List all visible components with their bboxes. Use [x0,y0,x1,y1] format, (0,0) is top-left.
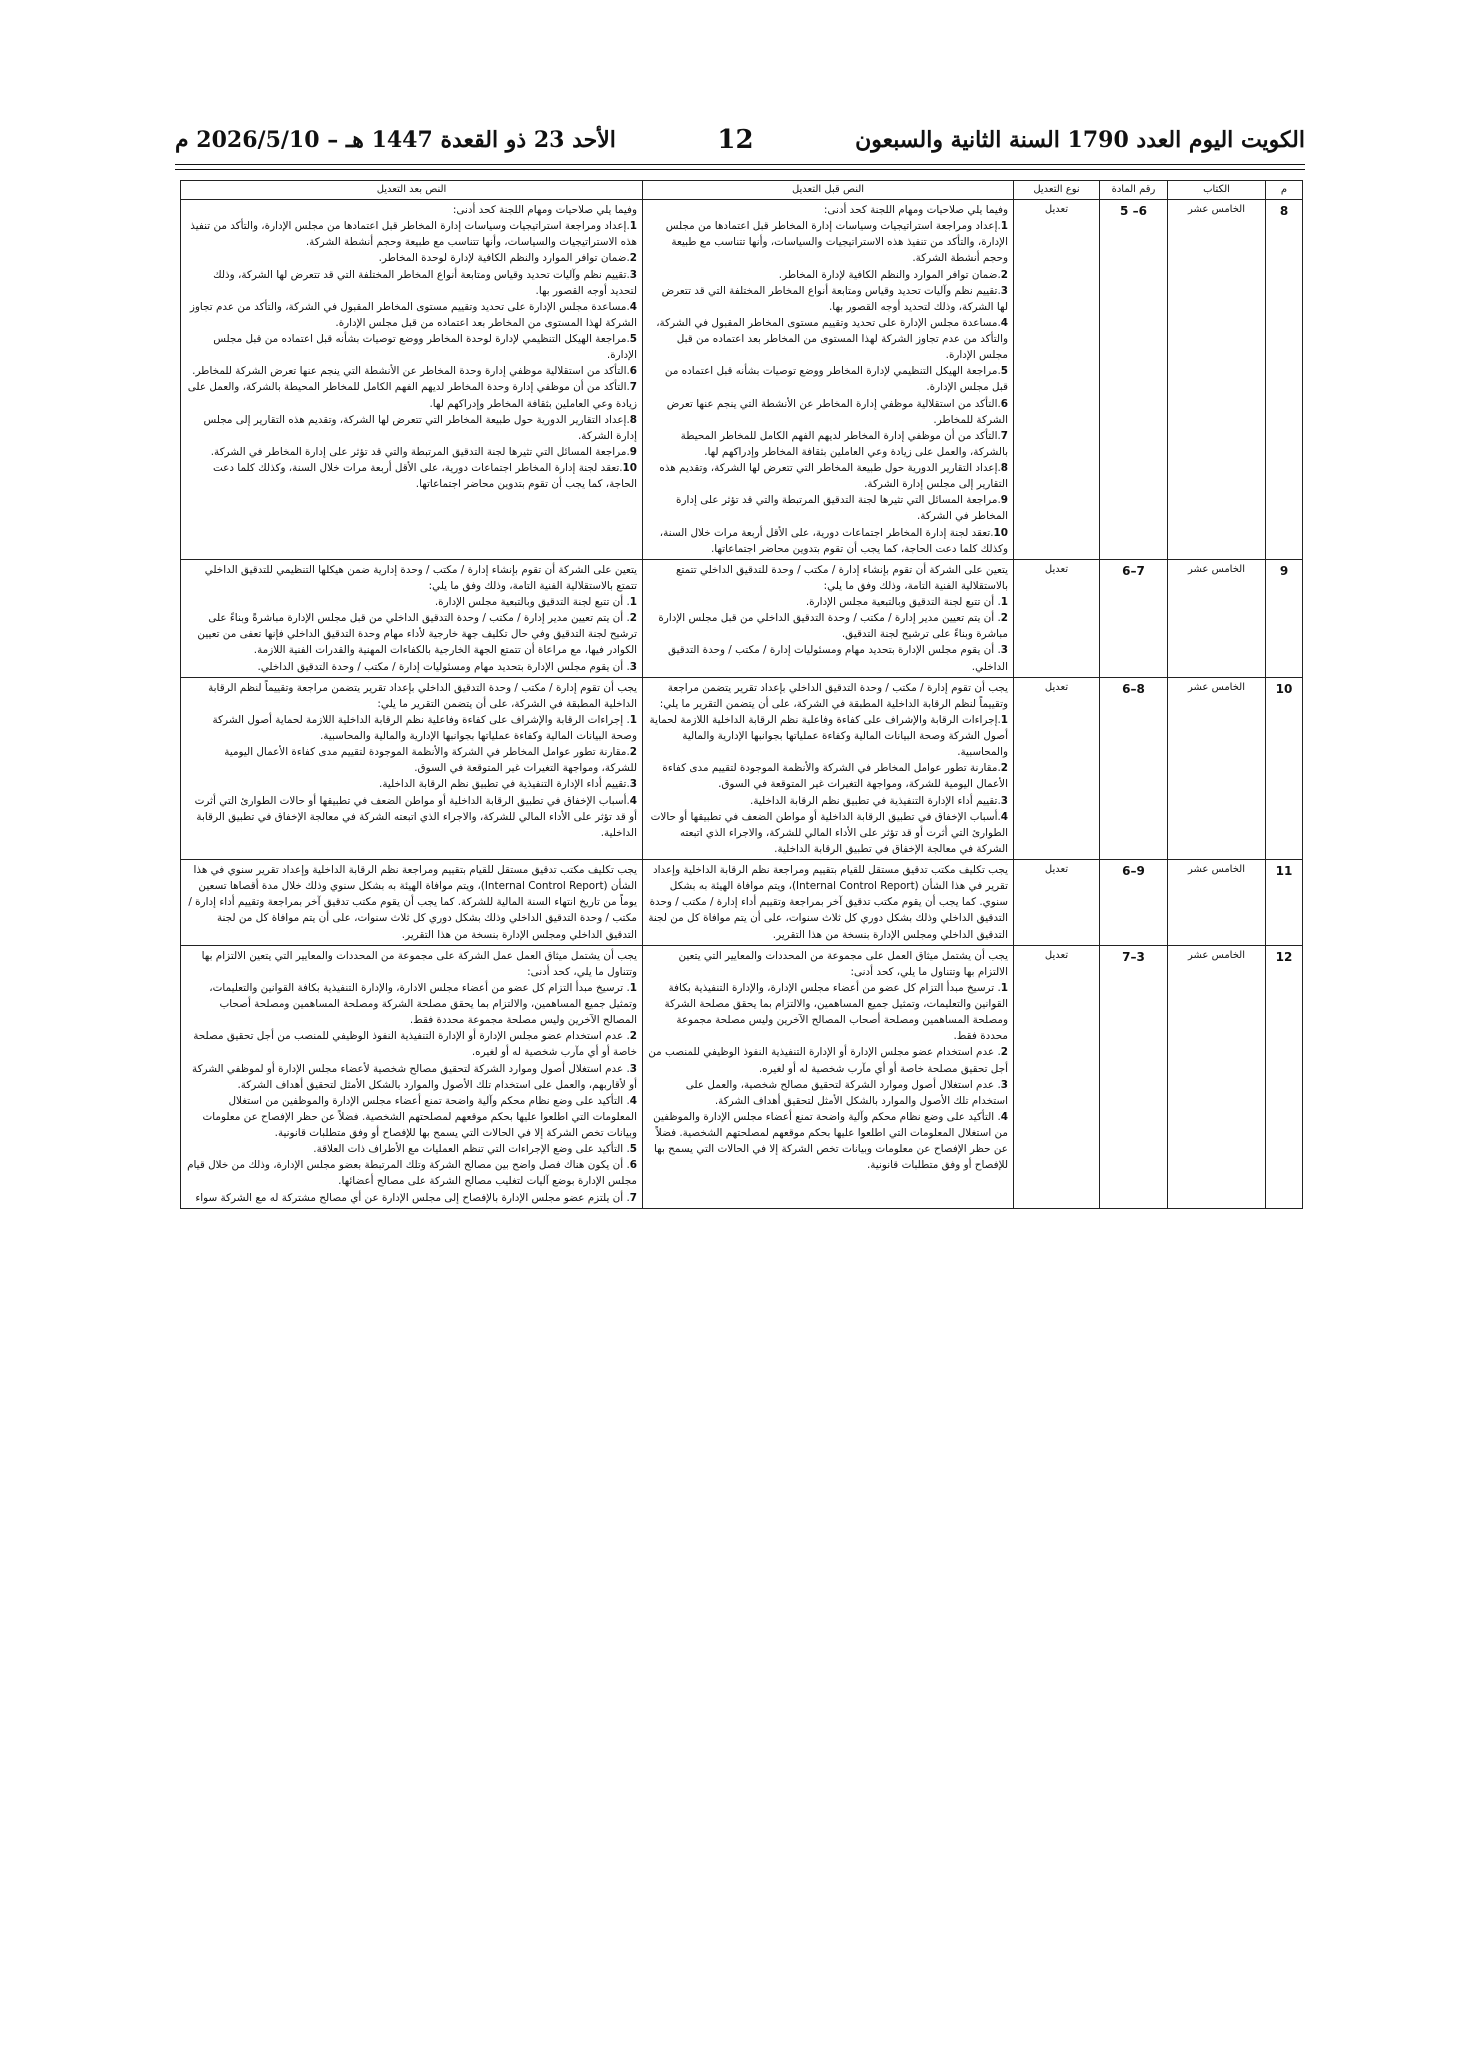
clause-intro: يجب أن تقوم إدارة / مكتب / وحدة التدقيق الداخلي بإعداد تقرير يتضمن مراجعة وتقييماً لنظم الرقابة الداخلية المطبقة في الشركة، على أن يتضمن التقرير ما يلي: [208,681,637,710]
clause-number: 3 [1000,1078,1008,1091]
clause-number: 3 [1000,284,1008,297]
book-cell: الخامس عشر [1168,677,1266,859]
clause-item [186,1157,637,1189]
gazette-title: الكويت اليوم العدد 1790 السنة الثانية والسبعون [855,127,1305,153]
clause-text: . عدم استخدام عضو مجلس الإدارة أو الإدارة التنفيذية النفوذ الوظيفي للمنصب من أجل تحقيق مصلحة خاصة أو أي مآرب شخصية له أو لغيره. [648,1046,1008,1075]
issue-date: الأحد 23 ذو القعدة 1447 هـ – 2026/5/10 م [175,127,616,153]
clause-number: 1 [629,220,637,233]
col-header-before: النص قبل التعديل [643,181,1014,200]
clause-item [186,267,637,299]
clause-item [186,412,637,444]
clause-item [186,594,637,610]
clause-item [648,980,1008,1045]
clause-list [648,712,1008,857]
clause-item [186,363,637,379]
clause-item [648,610,1008,642]
clause-text: .مراجعة المسائل التي تثيرها لجنة التدقيق المرتبطة والتي قد تؤثر على إدارة المخاطر في الشركة. [676,494,1008,523]
article-number: 7–3 [1100,945,1168,1208]
table-header-row [181,181,1303,200]
row-number: 12 [1266,945,1303,1208]
amendment-type: تعديل [1014,860,1100,946]
col-header-book: الكتاب [1168,181,1266,200]
clause-number: 7 [629,381,637,394]
text-before-cell [643,677,1014,859]
clause-number: 9 [1000,494,1008,507]
clause-item [186,744,637,776]
clause-item [186,1190,637,1206]
clause-number: 2 [629,252,637,265]
page-header [175,120,1305,160]
clause-number: 2 [1000,762,1008,775]
col-header-type: نوع التعديل [1014,181,1100,200]
table-body [181,200,1303,1209]
clause-text: .مساعدة مجلس الإدارة على تحديد وتقييم مستوى المخاطر المقبول في الشركة، والتأكد من عدم تجاوز الشركة لهذا المستوى من المخاطر بعد اعتماده من قبل مجلس الإدارة. [189,300,637,329]
clause-number: 2 [1000,612,1008,625]
clause-text: .مراجعة الهيكل التنظيمي لإدارة المخاطر ووضع توصيات بشأنه قبل اعتماده من قبل مجلس الإدارة. [664,365,1008,394]
clause-number: 3 [629,778,637,791]
clause-item [648,460,1008,492]
clause-number: 1 [1000,220,1008,233]
clause-item [648,267,1008,283]
clause-item [648,1044,1008,1076]
clause-item [186,1028,637,1060]
clause-number: 7 [629,1191,637,1204]
clause-item [186,218,637,250]
clause-intro: يجب تكليف مكتب تدقيق مستقل للقيام بتقييم ومراجعة نظم الرقابة الداخلية وإعداد تقرير في هذا الشأن (Internal Control Report)، ويتم موافاة الهيئة به بشكل سنوي. كما يجب أن يقوم مكتب تدقيق آخر بمراجعة وتقييم أداء إدارة / مكتب / وحدة التدقيق الداخلي وذلك بشكل دوري كل ثلاث سنوات، على أن يتم موافاة كل من لجنة التدقيق الداخلي ومجلس الإدارة بنسخة من هذا التقرير. [648,864,1008,941]
clause-text: .أسباب الإخفاق في تطبيق الرقابة الداخلية أو مواطن الضعف في تطبيقها أو حالات الطوارئ التي أثرت أو قد تؤثر على الأداء المالي للشركة، والاجراء الذي اتبعته الشركة في معالجة الإخفاق في تطبيق الرقابة الداخلية. [194,794,637,839]
article-number: 6–8 [1100,677,1168,859]
clause-text: .تقييم أداء الإدارة التنفيذية في تطبيق نظم الرقابة الداخلية. [379,778,630,791]
clause-number: 1 [1000,981,1008,994]
clause-item [186,1093,637,1141]
clause-text: .التأكد من استقلالية موظفي إدارة المخاطر عن الأنشطة التي ينجم عنها تعرض الشركة للمخاطر. [666,397,1008,426]
clause-text: .إعداد ومراجعة استراتيجيات وسياسات إدارة المخاطر قبل اعتمادها من مجلس الإدارة، والتأكد من تنفيذ هذه الاستراتيجيات والسياسات، وأنها تتناسب مع طبيعة وحجم أنشطة الشركة. [190,220,637,249]
article-number: 6–9 [1100,860,1168,946]
clause-item [186,1061,637,1093]
clause-intro: وفيما يلي صلاحيات ومهام اللجنة كحد أدنى: [823,204,1008,216]
clause-number: 1 [629,713,637,726]
clause-number: 4 [629,794,637,807]
clause-text: .إعداد التقارير الدورية حول طبيعة المخاطر التي تتعرض لها الشركة، وتقديم هذه التقارير إلى مجلس إدارة الشركة. [659,462,1008,491]
amendment-type: تعديل [1014,200,1100,560]
clause-list [186,980,637,1206]
clause-number: 2 [629,612,637,625]
page-number: 12 [717,125,754,155]
text-before-cell [643,860,1014,946]
clause-number: 1 [629,981,637,994]
clause-text: . عدم استخدام عضو مجلس الإدارة أو الإدارة التنفيذية النفوذ الوظيفي للمنصب من أجل تحقيق مصلحة خاصة أو أي مآرب شخصية له أو لغيره. [193,1030,637,1059]
amendments-table [180,180,1303,1209]
col-header-no: م [1266,181,1303,200]
clause-list [648,594,1008,675]
clause-number: 9 [629,445,637,458]
clause-text: . عدم استغلال أصول وموارد الشركة لتحقيق مصالح شخصية، والعمل على استخدام تلك الأصول والموارد بالشكل الأمثل لتحقيق أهداف الشركة. [685,1078,1008,1107]
clause-item [186,776,637,792]
clause-intro: يجب تكليف مكتب تدقيق مستقل للقيام بتقييم ومراجعة نظم الرقابة الداخلية وإعداد تقرير سنوي في هذا الشأن (Internal Control Report)، ويتم موافاة الهيئة به بشكل سنوي وذلك خلال مدة أقصاها تسعين يوماً من تاريخ انتهاء السنة المالية للشركة. كما يجب أن يقوم مكتب تدقيق آخر بمراجعة وتقييم أداء إدارة / مكتب / وحدة التدقيق الداخلي وذلك بشكل دوري كل ثلاث سنوات، على أن يتم موافاة كل من لجنة التدقيق الداخلي ومجلس الإدارة بنسخة من هذا التقرير. [188,864,637,941]
clause-item [186,1141,637,1157]
clause-list [186,712,637,841]
clause-text: . التأكيد على وضع نظام محكم وآلية واضحة تمنع أعضاء مجلس الإدارة والموظفين من استغلال المعلومات التي اطلعوا عليها بحكم موقعهم لمصلحتهم الشخصية. فضلاً عن حظر الإفصاح عن معلومات وبيانات تخص الشركة إلا في الحالات التي يسمح بها للإفصاح أو وفق متطلبات قانونية. [653,1110,1008,1172]
clause-intro: يجب أن تقوم إدارة / مكتب / وحدة التدقيق الداخلي بإعداد تقرير يتضمن مراجعة وتقييماً لنظم الرقابة الداخلية المطبقة في الشركة، على أن يتضمن التقرير ما يلي: [659,681,1008,710]
row-number: 11 [1266,860,1303,946]
book-cell: الخامس عشر [1168,860,1266,946]
amendment-type: تعديل [1014,559,1100,677]
clause-number: 2 [1000,268,1008,281]
clause-item [648,525,1008,557]
table-row [181,677,1303,859]
table-row [181,559,1303,677]
clause-number: 10 [993,526,1008,539]
clause-number: 3 [629,268,637,281]
clause-intro: يجب أن يشتمل ميثاق العمل عمل الشركة على مجموعة من المحددات والمعايير التي يتعين الالتزام بها وتتناول ما يلي، كحد أدنى: [201,949,637,978]
clause-number: 2 [629,746,637,759]
clause-text: . أن يتم تعيين مدير إدارة / مكتب / وحدة التدقيق الداخلي من قبل مجلس الإدارة مباشرةً وبناءً على ترشيح لجنة التدقيق وفي حال تكليف جهة خارجية لأداء مهام وحدة التدقيق الداخلي فإنها تعفى من تعيين الكوادر فيها، مع مراعاة أن تتمتع الجهة الخارجية بالكفاءات المهنية والقدرات الفنية اللازمة. [197,612,637,657]
row-number: 8 [1266,200,1303,560]
clause-number: 4 [629,1094,637,1107]
clause-intro: يجب أن يشتمل ميثاق العمل على مجموعة من المحددات والمعايير التي يتعين الالتزام بها وتتناول ما يلي، كحد أدنى: [678,949,1008,978]
clause-text: . أن تتبع لجنة التدقيق وبالتبعية مجلس الإدارة. [805,596,1001,608]
clause-text: .التأكد من استقلالية موظفي إدارة وحدة المخاطر عن الأنشطة التي ينجم عنها تعرض الشركة للمخاطر. [192,365,630,378]
clause-number: 5 [1000,365,1008,378]
clause-list [186,594,637,675]
clause-text: .إعداد التقارير الدورية حول طبيعة المخاطر التي تتعرض لها الشركة، وتقديم هذه التقارير إلى مجلس إدارة الشركة. [203,413,637,442]
clause-item [648,594,1008,610]
clause-text: .تقييم نظم وآليات تحديد وقياس ومتابعة أنواع المخاطر المختلفة التي قد تتعرض لها الشركة، وذلك لتحديد أوجه القصور بها. [661,284,1008,313]
clause-text: .مقارنة تطور عوامل المخاطر في الشركة والأنظمة الموجودة لتقييم مدى كفاءة الأعمال اليومية للشركة، ومواجهة التغيرات غير المتوقعة في السوق. [662,762,1008,791]
clause-item [186,610,637,658]
clause-number: 3 [629,660,637,673]
clause-number: 4 [1000,810,1008,823]
clause-number: 3 [629,1062,637,1075]
text-after-cell [181,677,643,859]
clause-number: 10 [622,462,637,474]
clause-text: . عدم استغلال أصول وموارد الشركة لتحقيق مصالح شخصية لأعضاء مجلس الإدارة أو لموظفي الشركة أو لأقاربهم، والعمل على استخدام تلك الأصول والموارد بالشكل الأمثل لتحقيق أهداف الشركة. [192,1062,637,1091]
clause-item [648,712,1008,760]
clause-text: .مقارنة تطور عوامل المخاطر في الشركة والأنظمة الموجودة لتقييم مدى كفاءة الأعمال اليومية للشركة، ومواجهة التغيرات غير المتوقعة في السوق. [224,746,637,775]
clause-item [648,492,1008,524]
clause-intro: يتعين على الشركة أن تقوم بإنشاء إدارة / مكتب / وحدة إدارية ضمن هيكلها التنظيمي للتدقيق الداخلي تتمتع بالاستقلالية الفنية التامة، وذلك وفق ما يلي: [204,563,637,592]
clause-item [648,809,1008,857]
clause-item [186,379,637,411]
clause-item [186,460,637,492]
clause-text: .تعقد لجنة إدارة المخاطر اجتماعات دورية، على الأقل أربعة مرات خلال السنة، وكذلك كلما دعت الحاجة، كما يجب أن تقوم بتدوين محاضر اجتماعاتها. [212,462,637,491]
clause-item [186,712,637,744]
clause-item [648,428,1008,460]
clause-text: .التأكد من أن موظفي إدارة وحدة المخاطر لديهم الفهم الكامل للمخاطر المحيطة بالشركة، والعمل على زيادة وعي العاملين بثقافة المخاطر وإدراكهم لها. [187,381,637,410]
clause-number: 6 [1000,397,1008,410]
clause-text: .مساعدة مجلس الإدارة على تحديد وتقييم مستوى المخاطر المقبول في الشركة، والتأكد من عدم تجاوز الشركة لهذا المستوى من المخاطر بعد اعتماده من قبل مجلس الإدارة. [656,316,1008,362]
clause-text: .أسباب الإخفاق في تطبيق الرقابة الداخلية أو مواطن الضعف في تطبيقها أو حالات الطوارئ التي أثرت أو قد تؤثر على الأداء المالي للشركة، والاجراء الذي اتبعته الشركة في معالجة الإخفاق في تطبيق الرقابة الداخلية. [650,810,1008,855]
clause-intro: يتعين على الشركة أن تقوم بإنشاء إدارة / مكتب / وحدة للتدقيق الداخلي تتمتع بالاستقلالية الفنية التامة، وذلك وفق ما يلي: [675,563,1008,592]
header-rule-secondary [175,169,1305,170]
clause-number: 1 [1000,596,1008,608]
clause-number: 6 [629,365,637,378]
clause-item [186,793,637,841]
book-cell: الخامس عشر [1168,200,1266,560]
clause-item [648,1077,1008,1109]
clause-item [648,218,1008,266]
clause-text: . أن تتبع لجنة التدقيق وبالتبعية مجلس الإدارة. [434,596,630,608]
clause-number: 8 [629,413,637,426]
text-before-cell [643,945,1014,1208]
text-after-cell [181,945,643,1208]
article-number: 6–7 [1100,559,1168,677]
text-after-cell [181,860,643,946]
clause-text: .تقييم نظم وآليات تحديد وقياس ومتابعة أنواع المخاطر المختلفة التي قد تتعرض لها الشركة، وذلك لتحديد أوجه القصور بها. [213,268,637,297]
clause-item [648,1109,1008,1174]
clause-item [648,642,1008,674]
amendment-type: تعديل [1014,945,1100,1208]
clause-text: .ضمان توافر الموارد والنظم الكافية لإدارة المخاطر. [778,268,1001,281]
clause-item [648,363,1008,395]
row-number: 10 [1266,677,1303,859]
text-after-cell [181,559,643,677]
clause-number: 3 [1000,644,1008,657]
col-header-after: النص بعد التعديل [181,181,643,200]
header-rule [175,164,1305,165]
clause-item [648,760,1008,792]
clause-text: . ترسيخ مبدأ التزام كل عضو من أعضاء مجلس الإدارة، والإدارة التنفيذية بكافة القوانين والتعليمات، وتمثيل جميع المساهمين، والالتزام بما يحقق مصلحة الشركة ومصلحة المساهمين ومصلحة أصحاب المصالح الآخرين وليس مصلحة مجموعة محددة فقط. [664,981,1008,1043]
amendment-type: تعديل [1014,677,1100,859]
clause-item [186,250,637,266]
clause-text: .إعداد ومراجعة استراتيجيات وسياسات إدارة المخاطر قبل اعتمادها من مجلس الإدارة، والتأكد من تنفيذ هذه الاستراتيجيات والسياسات، وأنها تتناسب مع طبيعة وحجم أنشطة الشركة. [665,220,1008,265]
clause-text: . أن يقوم مجلس الإدارة بتحديد مهام ومسئوليات إدارة / مكتب / وحدة التدقيق الداخلي. [257,660,630,673]
clause-text: . أن يقوم مجلس الإدارة بتحديد مهام ومسئوليات إدارة / مكتب / وحدة التدقيق الداخلي. [667,644,1008,673]
clause-text: . التأكيد على وضع نظام محكم وآلية واضحة تمنع أعضاء مجلس الإدارة والموظفين من استغلال المعلومات التي اطلعوا عليها بحكم موقعهم لمصلحتهم الشخصية. فضلاً عن حظر الإفصاح عن معلومات وبيانات تخص الشركة إلا في الحالات التي يسمح بها للإفصاح أو وفق متطلبات قانونية. [202,1094,637,1139]
clause-text: .تقييم أداء الإدارة التنفيذية في تطبيق نظم الرقابة الداخلية. [750,794,1001,807]
clause-text: . أن يتم تعيين مدير إدارة / مكتب / وحدة التدقيق الداخلي من قبل مجلس الإدارة مباشرة وبناءً على ترشيح لجنة التدقيق. [658,612,1008,641]
clause-number: 3 [1000,794,1008,807]
clause-number: 4 [1000,1110,1008,1123]
clause-text: .إجراءات الرقابة والإشراف على كفاءة وفاعلية نظم الرقابة الداخلية اللازمة لحماية أصول الشركة وصحة البيانات المالية وكفاءة عملياتها بجوانبها الإدارية والمالية والمحاسبية. [649,713,1008,759]
table-row [181,945,1303,1208]
clause-item [186,299,637,331]
clause-item [186,331,637,363]
clause-item [648,283,1008,315]
clause-number: 7 [1000,429,1008,442]
text-before-cell [643,559,1014,677]
clause-text: . ترسيخ مبدأ التزام كل عضو من أعضاء مجلس الادارة، والإدارة التنفيذية بكافة القوانين والتعليمات، وتمثيل جميع المساهمين، والالتزام بما يحقق مصلحة الشركة ومصلحة المساهمين ومصلحة أصحاب المصالح الآخرين وليس مصلحة مجموعة محددة فقط. [209,981,637,1027]
clause-item [186,980,637,1028]
clause-number: 2 [629,1030,637,1043]
clause-number: 8 [1000,462,1008,474]
clause-number: 5 [629,333,637,345]
clause-item [648,315,1008,363]
table-row [181,860,1303,946]
article-number: 5 –6 [1100,200,1168,560]
clause-text: .التأكد من أن موظفي إدارة المخاطر لديهم الفهم الكامل للمخاطر المحيطة بالشركة، والعمل على زيادة وعي العاملين بثقافة المخاطر وإدراكهم لها. [680,429,1008,458]
col-header-article: رقم المادة [1100,181,1168,200]
clause-number: 6 [629,1159,637,1172]
clause-text: .مراجعة الهيكل التنظيمي لإدارة لوحدة المخاطر ووضع توصيات بشأنه قبل اعتماده من قبل مجلس الإدارة. [213,333,637,362]
clause-text: .ضمان توافر الموارد والنظم الكافية لإدارة لوحدة المخاطر. [378,252,630,265]
clause-text: . التأكيد على وضع الإجراءات التي تنظم العمليات مع الأطراف ذات العلاقة. [313,1143,630,1156]
clause-text: . أن يلتزم عضو مجلس الإدارة بالإفصاح إلى مجلس الإدارة عن أي مصالح مشتركة له مع الشركة سواء [195,1191,630,1204]
clause-number: 1 [1000,713,1008,726]
clause-intro: وفيما يلي صلاحيات ومهام اللجنة كحد أدنى: [452,204,637,216]
book-cell: الخامس عشر [1168,559,1266,677]
clause-number: 5 [629,1143,637,1156]
clause-text: .مراجعة المسائل التي تثيرها لجنة التدقيق المرتبطة والتي قد تؤثر على إدارة المخاطر في الشركة. [210,445,630,458]
clause-number: 4 [629,300,637,313]
clause-item [186,659,637,675]
clause-item [648,396,1008,428]
clause-item [186,444,637,460]
clause-list [648,980,1008,1174]
clause-item [648,793,1008,809]
book-cell: الخامس عشر [1168,945,1266,1208]
clause-text: . أن يكون هناك فصل واضح بين مصالح الشركة وتلك المرتبطة بعضو مجلس الإدارة، وذلك من خلال قيام مجلس الإدارة بوضع آليات لتغليب مصالح الشركة على مصالح أعضائها. [187,1159,637,1188]
clause-text: .تعقد لجنة إدارة المخاطر اجتماعات دورية، على الأقل أربعة مرات خلال السنة، وكذلك كلما دعت الحاجة، كما يجب أن تقوم بتدوين محاضر اجتماعاتها. [659,526,1008,555]
clause-list [648,218,1008,557]
clause-number: 1 [629,596,637,608]
clause-number: 4 [1000,316,1008,329]
clause-number: 2 [1000,1046,1008,1059]
clause-list [186,218,637,492]
text-after-cell [181,200,643,560]
clause-text: . إجراءات الرقابة والإشراف على كفاءة وفاعلية نظم الرقابة الداخلية اللازمة لحماية أصول الشركة وصحة البيانات المالية وكفاءة عملياتها بجوانبها الإدارية والمالية والمحاسبية. [212,713,637,742]
text-before-cell [643,200,1014,560]
table-row [181,200,1303,560]
row-number: 9 [1266,559,1303,677]
